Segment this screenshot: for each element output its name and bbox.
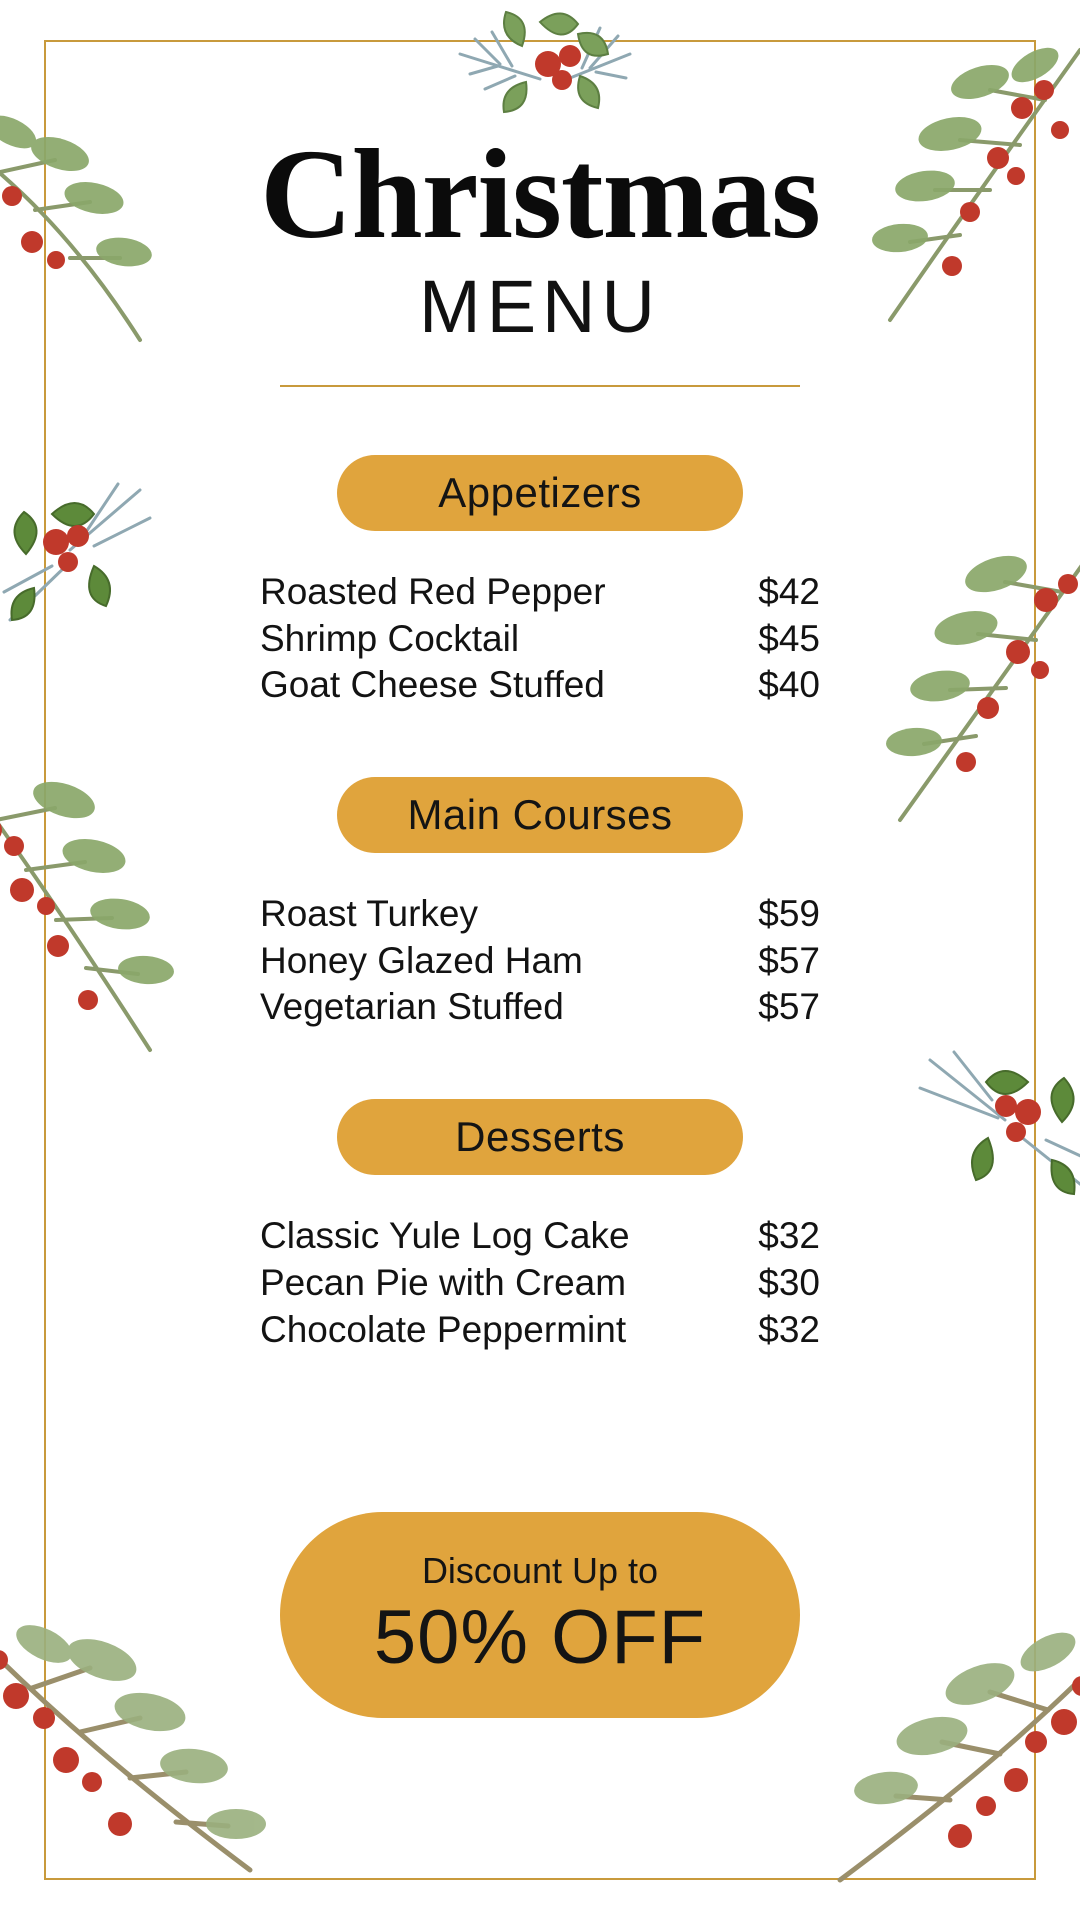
menu-item-name: Classic Yule Log Cake [260, 1215, 630, 1257]
menu-item [260, 1260, 820, 1307]
menu-item-price: $57 [758, 986, 820, 1028]
menu-item-name: Chocolate Peppermint [260, 1308, 627, 1350]
botanical-bottom-right-icon [820, 1630, 1080, 1890]
menu-sections [0, 455, 1080, 1379]
menu-item-price: $40 [758, 664, 820, 706]
menu-item [260, 569, 820, 616]
menu-item [260, 938, 820, 985]
menu-header [0, 123, 1080, 387]
menu-item-name: Shrimp Cocktail [260, 617, 520, 659]
botanical-bottom-left-icon [0, 1600, 280, 1900]
section-items-desserts [260, 1213, 820, 1353]
menu-item-price: $59 [758, 893, 820, 935]
menu-item [260, 616, 820, 663]
discount-label: Discount Up to [421, 1549, 659, 1591]
menu-item [260, 1307, 820, 1354]
section-items-appetizers [260, 569, 820, 709]
menu-item-price: $42 [758, 571, 820, 612]
page-title: Christmas [260, 123, 820, 265]
menu-item-name: Roasted Red Pepper [260, 571, 606, 612]
menu-item [260, 891, 820, 938]
menu-item [260, 1213, 820, 1260]
discount-badge [280, 1512, 800, 1718]
menu-item-name: Roast Turkey [260, 893, 478, 935]
section-heading-desserts: Desserts [337, 1099, 743, 1175]
menu-item-price: $57 [758, 939, 820, 981]
menu-item-price: $45 [758, 617, 820, 659]
menu-section-desserts [0, 1099, 1080, 1353]
menu-item [260, 662, 820, 709]
menu-item-price: $32 [758, 1308, 820, 1350]
menu-section-appetizers [0, 455, 1080, 751]
menu-item-name: Honey Glazed Ham [260, 939, 583, 981]
menu-item-name: Goat Cheese Stuffed [260, 664, 605, 706]
header-divider [280, 385, 800, 387]
menu-item-price: $32 [758, 1215, 820, 1257]
menu-item-price: $30 [758, 1261, 820, 1303]
menu-item-name: Pecan Pie with Cream [260, 1261, 627, 1303]
section-heading-appetizers: Appetizers [337, 455, 743, 531]
menu-item [260, 984, 820, 1031]
section-items-main-courses [260, 891, 820, 1031]
page-subtitle: MENU [419, 265, 661, 348]
menu-section-main-courses [0, 777, 1080, 1073]
discount-value: 50% OFF [373, 1594, 707, 1680]
menu-item-name: Vegetarian Stuffed [260, 986, 564, 1028]
section-heading-main-courses: Main Courses [337, 777, 743, 853]
